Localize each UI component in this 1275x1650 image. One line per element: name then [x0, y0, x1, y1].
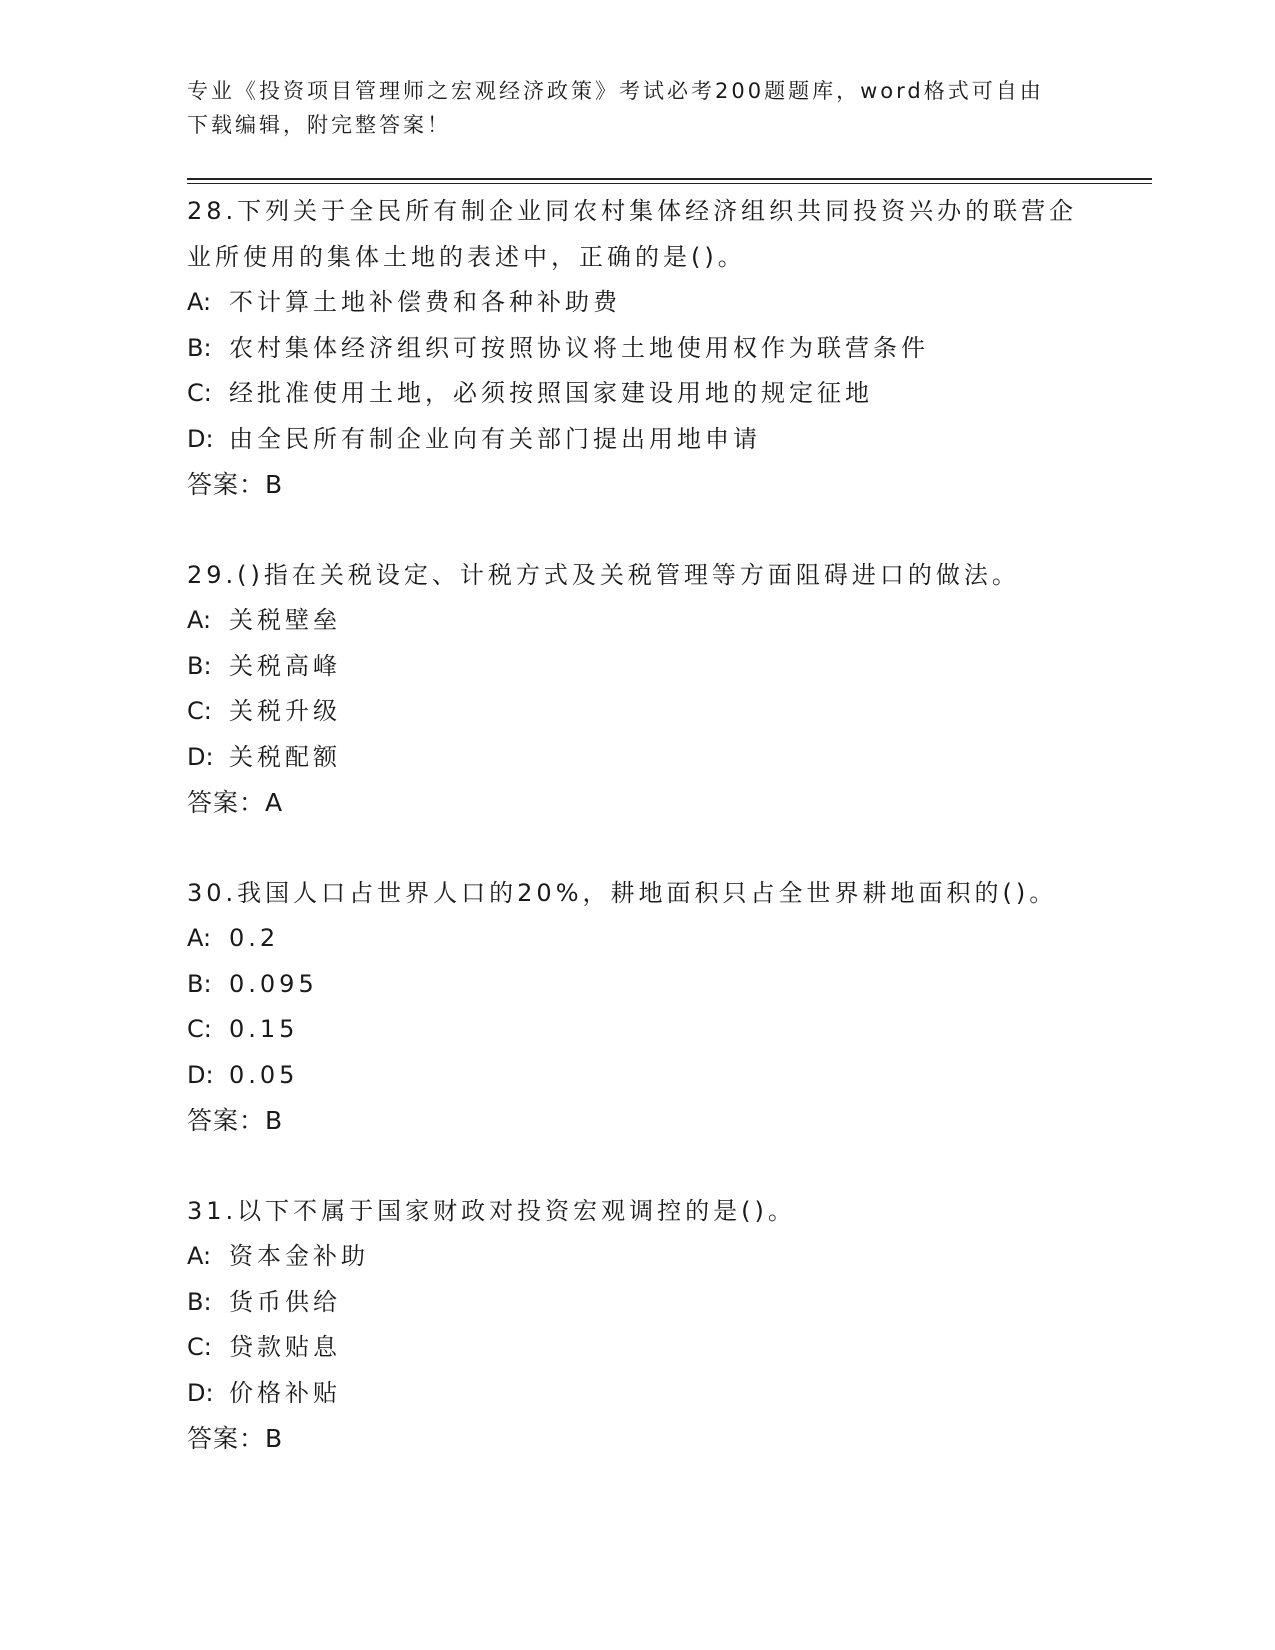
option-b	[187, 326, 1087, 372]
answer-line: 答案：B	[187, 470, 284, 499]
option-text: 关税高峰	[229, 651, 341, 680]
question-28	[187, 188, 1087, 508]
option-c	[187, 689, 1087, 735]
question-stem: 29.()指在关税设定、计税方式及关税管理等方面阻碍进口的做法。	[187, 561, 1020, 589]
option-letter: A:	[187, 288, 212, 316]
option-letter: A:	[187, 1242, 212, 1270]
header-divider-thin	[187, 183, 1152, 184]
option-letter: D:	[187, 1378, 214, 1407]
option-text: 不计算土地补偿费和各种补助费	[229, 288, 621, 316]
option-letter: D:	[187, 424, 214, 453]
answer-line: 答案：B	[187, 1106, 284, 1135]
option-d	[187, 417, 1087, 463]
option-c	[187, 1325, 1087, 1371]
option-letter: A:	[187, 924, 212, 952]
option-b	[187, 962, 1087, 1008]
option-c	[187, 1007, 1087, 1053]
option-text: 货币供给	[229, 1287, 341, 1316]
option-d	[187, 1371, 1087, 1417]
option-text: 农村集体经济组织可按照协议将土地使用权作为联营条件	[229, 333, 929, 362]
question-29	[187, 552, 1087, 826]
question-stem: 31.以下不属于国家财政对投资宏观调控的是()。	[187, 1197, 796, 1225]
option-text: 0.095	[229, 969, 318, 998]
option-c	[187, 371, 1087, 417]
option-letter: B:	[187, 651, 212, 680]
option-text: 关税升级	[229, 697, 341, 725]
option-b	[187, 1280, 1087, 1326]
question-30	[187, 870, 1087, 1144]
option-text: 0.05	[229, 1060, 299, 1089]
document-intro: 专业《投资项目管理师之宏观经济政策》考试必考200题题库，word格式可自由下载编辑，附完整答案！	[187, 79, 1044, 137]
option-text: 资本金补助	[229, 1242, 369, 1270]
option-letter: B:	[187, 969, 212, 998]
option-letter: A:	[187, 606, 212, 634]
option-d	[187, 1053, 1087, 1099]
option-text: 关税壁垒	[229, 606, 341, 634]
option-text: 价格补贴	[229, 1378, 341, 1407]
option-letter: C:	[187, 379, 212, 407]
question-stem: 30.我国人口占世界人口的20%，耕地面积只占全世界耕地面积的()。	[187, 879, 1058, 907]
option-text: 贷款贴息	[229, 1333, 341, 1361]
option-letter: C:	[187, 697, 212, 725]
option-letter: B:	[187, 1287, 212, 1316]
header-divider-thick	[187, 178, 1152, 180]
option-a	[187, 1234, 1087, 1280]
answer-line: 答案：B	[187, 1424, 284, 1453]
option-text: 0.15	[229, 1015, 299, 1043]
option-b	[187, 644, 1087, 690]
option-text: 0.2	[229, 924, 280, 952]
answer-line: 答案：A	[187, 788, 284, 817]
option-letter: D:	[187, 1060, 214, 1089]
option-a	[187, 916, 1087, 962]
option-letter: B:	[187, 333, 212, 362]
option-a	[187, 598, 1087, 644]
option-d	[187, 735, 1087, 781]
option-letter: D:	[187, 742, 214, 771]
option-a	[187, 280, 1087, 326]
option-text: 由全民所有制企业向有关部门提出用地申请	[229, 424, 761, 453]
question-31	[187, 1188, 1087, 1462]
option-letter: C:	[187, 1015, 212, 1043]
option-text: 关税配额	[229, 742, 341, 771]
option-letter: C:	[187, 1333, 212, 1361]
question-stem: 28.下列关于全民所有制企业同农村集体经济组织共同投资兴办的联营企业所使用的集体土地的表述中，正确的是()。	[187, 197, 1078, 271]
option-text: 经批准使用土地，必须按照国家建设用地的规定征地	[229, 379, 873, 407]
